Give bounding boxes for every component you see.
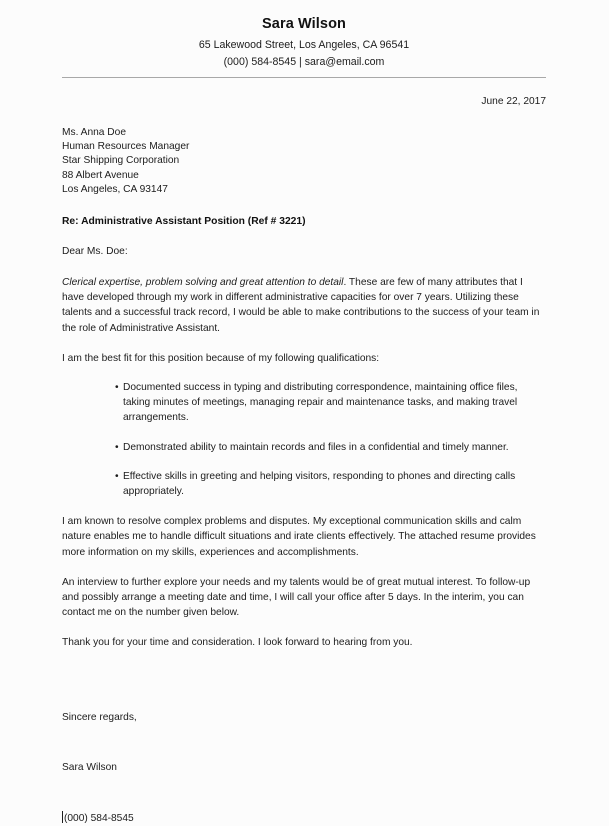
sender-contact: (000) 584-8545 | sara@email.com bbox=[223, 56, 385, 68]
recipient-company: Star Shipping Corporation bbox=[62, 155, 180, 167]
recipient-city-state-zip: Los Angeles, CA 93147 bbox=[62, 183, 168, 195]
bullet-icon: • bbox=[115, 470, 119, 482]
closing-salutation: Sincere regards, bbox=[62, 711, 137, 723]
closing-phone-line[interactable] bbox=[62, 811, 134, 826]
text-cursor-caret bbox=[62, 811, 63, 823]
body-paragraph-1 bbox=[62, 275, 546, 336]
letterhead bbox=[62, 0, 546, 70]
recipient-street: 88 Albert Avenue bbox=[62, 169, 139, 181]
subject-line: Re: Administrative Assistant Position (Ref # 3221) bbox=[62, 216, 306, 228]
list-item bbox=[115, 440, 546, 455]
list-item-text: Effective skills in greeting and helping visitors, responding to phones and directing calls appropriately. bbox=[123, 470, 516, 498]
recipient-name: Ms. Anna Doe bbox=[62, 127, 126, 138]
body-paragraph-3: I am known to resolve complex problems and disputes. My exceptional communication skills and calm nature enables me to handle difficult situations and irate clients effectively. The attached resume provides more information on my skills, experiences and accomplishments. bbox=[62, 516, 536, 558]
bullet-icon: • bbox=[115, 382, 119, 394]
salutation: Dear Ms. Doe: bbox=[62, 246, 128, 258]
letter-body bbox=[62, 0, 546, 826]
qualifications-list bbox=[62, 380, 546, 499]
body-paragraph-4: An interview to further explore your needs and my talents would be of great mutual interest. To follow-up and possibly arrange a meeting date and time, I will call your office after 5 days. In the interim, you can contact me on the number given below. bbox=[62, 576, 531, 619]
body-paragraph-5: Thank you for your time and consideration. I look forward to hearing from you. bbox=[62, 637, 413, 649]
list-item bbox=[115, 469, 546, 499]
recipient-address-block bbox=[62, 126, 546, 197]
paragraph-1-italic-lead: Clerical expertise, problem solving and great attention to detail bbox=[62, 277, 344, 289]
signature-name: Sara Wilson bbox=[62, 761, 117, 773]
closing-phone-number: (000) 584-8545 bbox=[64, 812, 134, 824]
recipient-title: Human Resources Manager bbox=[62, 141, 190, 153]
sender-address: 65 Lakewood Street, Los Angeles, CA 96541 bbox=[198, 39, 410, 51]
list-item-text: Documented success in typing and distributing correspondence, maintaining office files, taking minutes of meetings, managing repair and maintenance tasks, and making travel arrangements. bbox=[123, 382, 518, 424]
list-item-text: Demonstrated ability to maintain records and files in a confidential and timely manner. bbox=[123, 441, 509, 453]
letter-date: June 22, 2017 bbox=[481, 96, 546, 107]
sender-name: Sara Wilson bbox=[262, 16, 346, 32]
header-divider bbox=[62, 77, 546, 78]
paragraph-1-remainder: . These are few of many attributes that I have developed through my work in different administrative capacities for over 7 years. Utilizing these talents and a successful track record, I would be able to make contributions to the success of your team in the role of Administrative Assistant. bbox=[62, 277, 540, 334]
bullet-icon: • bbox=[115, 441, 119, 453]
list-item bbox=[115, 380, 546, 426]
body-paragraph-2: I am the best fit for this position because of my following qualifications: bbox=[62, 352, 380, 364]
